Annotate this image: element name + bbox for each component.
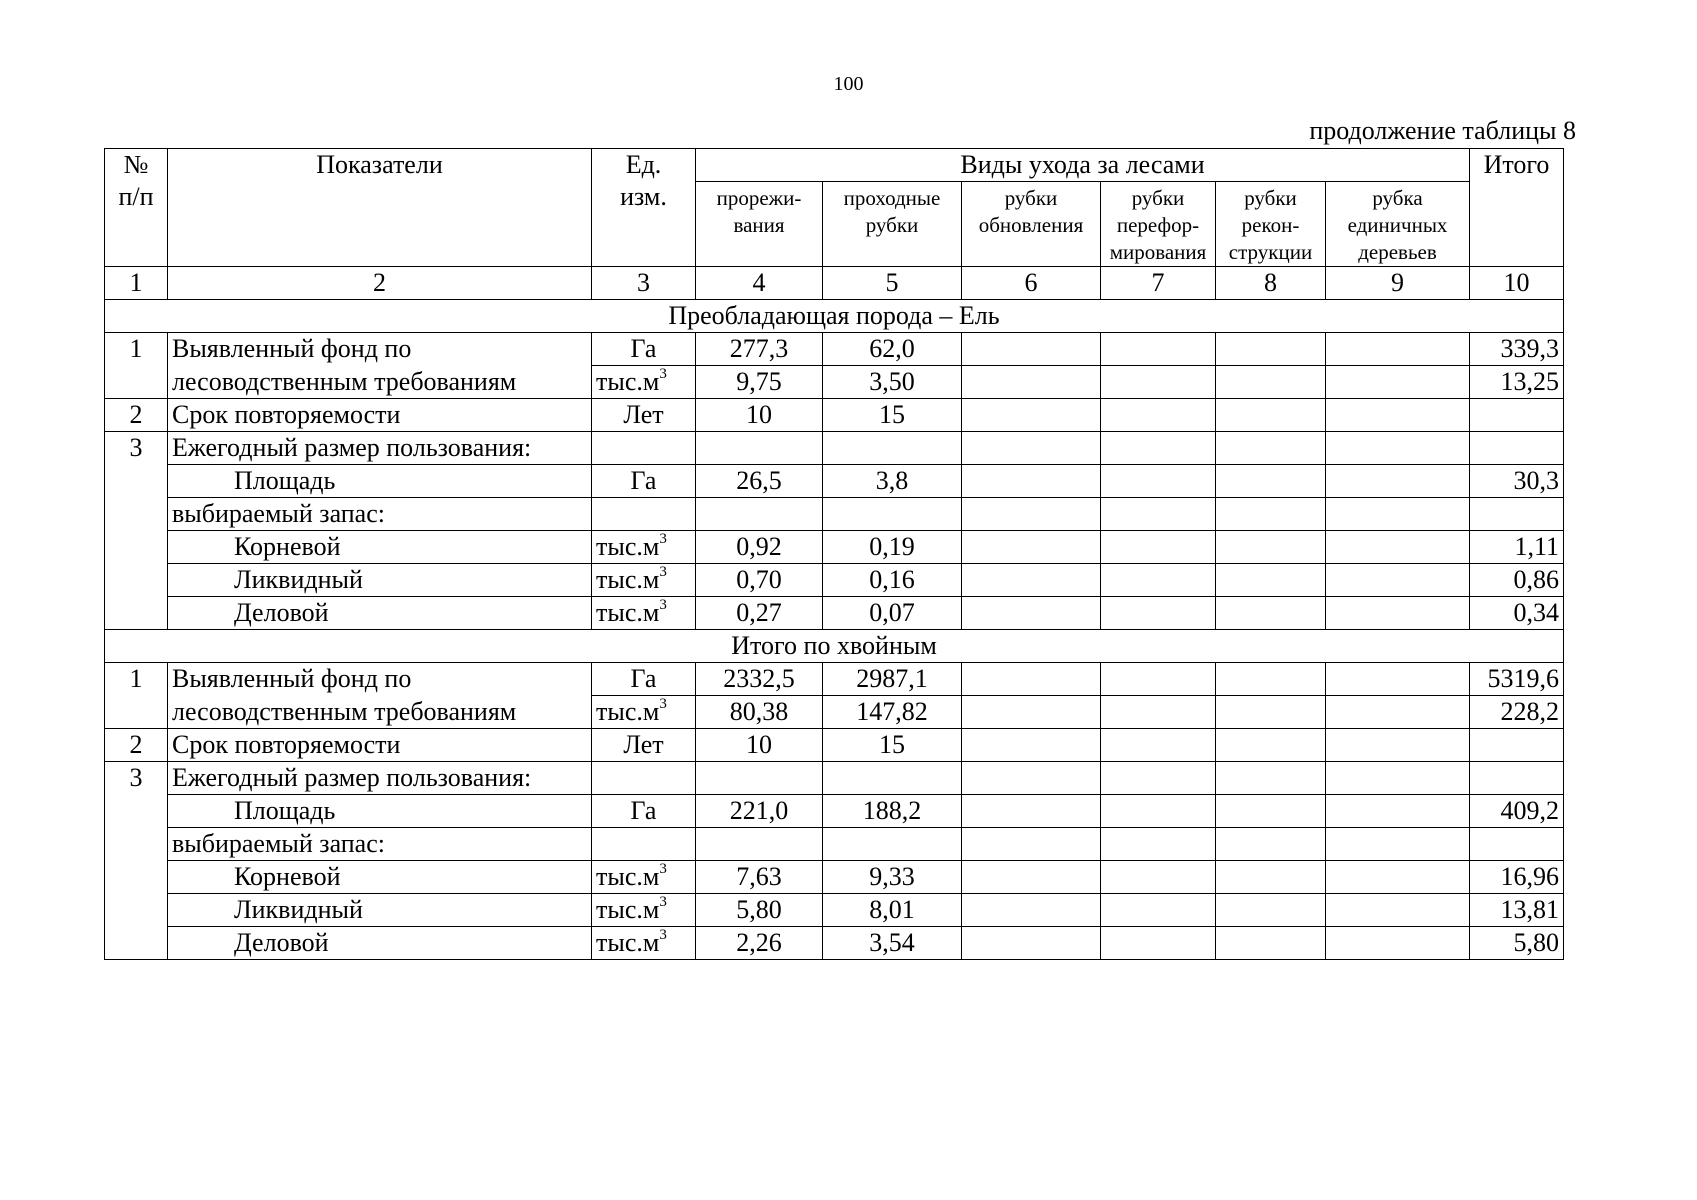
col-number: 7 [1101, 267, 1216, 300]
empty-cell [1216, 498, 1326, 531]
empty-cell [1326, 564, 1470, 597]
col-number: 3 [592, 267, 696, 300]
indicator-label: Площадь [168, 795, 592, 828]
empty-cell [696, 498, 823, 531]
empty-cell [1101, 531, 1216, 564]
empty-cell [962, 399, 1101, 432]
empty-cell [1326, 927, 1470, 960]
empty-cell [962, 333, 1101, 366]
empty-cell [1216, 531, 1326, 564]
row-no-empty [105, 531, 168, 564]
value-passage: 3,54 [823, 927, 962, 960]
empty-cell [1326, 663, 1470, 696]
section-title-row [105, 300, 1564, 333]
indicator-label: Ликвидный [168, 894, 592, 927]
col-number: 9 [1326, 267, 1470, 300]
sub-text: струкции [1228, 239, 1313, 264]
empty-cell [1326, 432, 1470, 465]
indicator-label: Корневой [168, 531, 592, 564]
unit-cell [592, 696, 696, 729]
sub-text: перефор- [1116, 212, 1200, 237]
unit-sup: 3 [659, 696, 667, 713]
value-passage: 15 [823, 729, 962, 762]
unit-cell [592, 597, 696, 630]
sub-text: проходные [843, 186, 941, 210]
empty-cell [962, 465, 1101, 498]
row-no: 3 [105, 432, 168, 465]
sub-text: рубки [1004, 186, 1058, 210]
empty-cell [1101, 729, 1216, 762]
empty-cell [1326, 762, 1470, 795]
empty-cell [823, 762, 962, 795]
col-number: 6 [962, 267, 1101, 300]
value-passage: 15 [823, 399, 962, 432]
empty-cell [1216, 333, 1326, 366]
indicator-label: Выявленный фонд по [168, 333, 592, 366]
unit-cell: Га [592, 333, 696, 366]
empty-cell [1326, 795, 1470, 828]
header-sub-reconstruction [1216, 182, 1326, 267]
empty-cell [1101, 366, 1216, 399]
unit-cell: Га [592, 465, 696, 498]
row-no-empty [105, 894, 168, 927]
col-number: 1 [105, 267, 168, 300]
col-number: 2 [168, 267, 592, 300]
sub-text: рубка [1372, 186, 1423, 210]
value-thinning: 9,75 [696, 366, 823, 399]
value-total: 13,81 [1470, 894, 1564, 927]
empty-cell [1326, 861, 1470, 894]
value-total: 30,3 [1470, 465, 1564, 498]
table-row [105, 366, 1564, 399]
row-no: 1 [105, 333, 168, 366]
unit-cell: Лет [592, 729, 696, 762]
unit-cell [592, 531, 696, 564]
empty-cell [1101, 762, 1216, 795]
empty-cell [1216, 795, 1326, 828]
value-thinning: 277,3 [696, 333, 823, 366]
value-passage: 0,19 [823, 531, 962, 564]
row-no: 3 [105, 762, 168, 795]
value-thinning: 80,38 [696, 696, 823, 729]
empty-cell [1101, 432, 1216, 465]
header-no [105, 149, 168, 267]
empty-cell [1326, 399, 1470, 432]
empty-cell [1326, 531, 1470, 564]
page-number: 100 [833, 73, 864, 95]
empty-cell [1216, 465, 1326, 498]
empty-cell [1101, 663, 1216, 696]
unit-text: тыс.м [596, 598, 660, 627]
header-unit [592, 149, 696, 267]
table-row [105, 696, 1564, 729]
table-caption: продолжение таблицы 8 [1309, 116, 1576, 145]
value-thinning: 0,70 [696, 564, 823, 597]
value-thinning: 5,80 [696, 894, 823, 927]
empty-cell [962, 729, 1101, 762]
unit-cell [592, 366, 696, 399]
value-passage: 3,50 [823, 366, 962, 399]
value-passage: 147,82 [823, 696, 962, 729]
empty-cell [962, 564, 1101, 597]
empty-cell [1326, 465, 1470, 498]
row-no-empty [105, 597, 168, 630]
unit-sup: 3 [659, 861, 667, 878]
value-passage: 0,07 [823, 597, 962, 630]
empty-cell [1326, 894, 1470, 927]
unit-text: тыс.м [596, 895, 660, 924]
sub-text: обновления [978, 212, 1084, 237]
row-no: 2 [105, 729, 168, 762]
indicator-label: Срок повторяемости [168, 729, 592, 762]
empty-cell [1216, 762, 1326, 795]
value-passage: 0,16 [823, 564, 962, 597]
empty-cell [1216, 366, 1326, 399]
unit-cell [592, 861, 696, 894]
empty-cell [1101, 828, 1216, 861]
empty-cell [1216, 432, 1326, 465]
header-unit-line1: Ед. [625, 150, 662, 179]
unit-cell [592, 564, 696, 597]
indicator-label: Ежегодный размер пользования: [168, 432, 592, 465]
empty-cell [1470, 432, 1564, 465]
value-thinning: 221,0 [696, 795, 823, 828]
empty-cell [1101, 597, 1216, 630]
row-no-empty [105, 861, 168, 894]
empty-cell [962, 432, 1101, 465]
indicator-label: выбираемый запас: [168, 828, 592, 861]
col-number: 4 [696, 267, 823, 300]
forest-care-table [104, 148, 1564, 960]
empty-cell [1216, 663, 1326, 696]
empty-cell [962, 663, 1101, 696]
value-thinning: 10 [696, 729, 823, 762]
section-title: Преобладающая порода – Ель [105, 300, 1564, 333]
indicator-label: выбираемый запас: [168, 498, 592, 531]
empty-cell [1326, 333, 1470, 366]
unit-cell: Га [592, 663, 696, 696]
value-passage: 3,8 [823, 465, 962, 498]
empty-cell [1101, 333, 1216, 366]
empty-cell [962, 894, 1101, 927]
unit-sup: 3 [659, 597, 667, 614]
empty-cell [962, 597, 1101, 630]
table-row [105, 597, 1564, 630]
header-indicators: Показатели [168, 149, 592, 267]
indicator-label: Ежегодный размер пользования: [168, 762, 592, 795]
value-total [1470, 399, 1564, 432]
col-number: 5 [823, 267, 962, 300]
empty-cell [1101, 894, 1216, 927]
value-passage: 8,01 [823, 894, 962, 927]
value-thinning: 2332,5 [696, 663, 823, 696]
unit-sup: 3 [659, 894, 667, 911]
value-thinning: 26,5 [696, 465, 823, 498]
empty-cell [962, 927, 1101, 960]
value-passage: 188,2 [823, 795, 962, 828]
row-no-empty [105, 696, 168, 729]
unit-text: тыс.м [596, 367, 660, 396]
row-no-empty [105, 927, 168, 960]
col-number: 10 [1470, 267, 1564, 300]
indicator-label: Деловой [168, 597, 592, 630]
unit-sup: 3 [659, 564, 667, 581]
row-no: 2 [105, 399, 168, 432]
empty-cell [1101, 399, 1216, 432]
unit-sup: 3 [659, 366, 667, 383]
value-total: 339,3 [1470, 333, 1564, 366]
empty-cell [1470, 828, 1564, 861]
value-thinning: 10 [696, 399, 823, 432]
empty-cell [1216, 696, 1326, 729]
unit-sup: 3 [659, 927, 667, 944]
empty-cell [1101, 696, 1216, 729]
empty-cell [592, 432, 696, 465]
empty-cell [1326, 366, 1470, 399]
sub-text: вания [733, 212, 785, 237]
unit-cell: Га [592, 795, 696, 828]
empty-cell [962, 828, 1101, 861]
value-total: 1,11 [1470, 531, 1564, 564]
table-row [105, 498, 1564, 531]
value-thinning: 0,92 [696, 531, 823, 564]
header-sub-single-trees [1326, 182, 1470, 267]
empty-cell [592, 762, 696, 795]
empty-cell [1101, 861, 1216, 894]
empty-cell [1216, 597, 1326, 630]
sub-text: рекон- [1241, 212, 1300, 237]
unit-cell [592, 927, 696, 960]
empty-cell [1326, 729, 1470, 762]
indicator-label: Деловой [168, 927, 592, 960]
value-total: 5319,6 [1470, 663, 1564, 696]
header-sub-reforming [1101, 182, 1216, 267]
empty-cell [1216, 564, 1326, 597]
unit-cell [592, 894, 696, 927]
row-no-empty [105, 795, 168, 828]
empty-cell [1326, 696, 1470, 729]
value-total: 228,2 [1470, 696, 1564, 729]
col-number: 8 [1216, 267, 1326, 300]
empty-cell [1101, 927, 1216, 960]
table-row [105, 465, 1564, 498]
unit-text: тыс.м [596, 697, 660, 726]
table-row [105, 828, 1564, 861]
empty-cell [823, 432, 962, 465]
section-title-row [105, 630, 1564, 663]
column-numbers-row [105, 267, 1564, 300]
table-row [105, 564, 1564, 597]
header-unit-line2: изм. [620, 182, 667, 211]
value-passage: 9,33 [823, 861, 962, 894]
table-row [105, 729, 1564, 762]
table-row [105, 432, 1564, 465]
indicator-label: Корневой [168, 861, 592, 894]
empty-cell [1101, 465, 1216, 498]
empty-cell [592, 828, 696, 861]
empty-cell [1326, 828, 1470, 861]
unit-text: тыс.м [596, 565, 660, 594]
empty-cell [1216, 927, 1326, 960]
empty-cell [1216, 828, 1326, 861]
empty-cell [696, 828, 823, 861]
sub-text: прорежи- [716, 186, 802, 210]
value-total: 0,86 [1470, 564, 1564, 597]
header-total: Итого [1470, 149, 1564, 267]
row-no: 1 [105, 663, 168, 696]
indicator-label: Ликвидный [168, 564, 592, 597]
unit-text: тыс.м [596, 532, 660, 561]
value-passage: 2987,1 [823, 663, 962, 696]
table-row [105, 333, 1564, 366]
unit-text: тыс.м [596, 928, 660, 957]
empty-cell [1216, 729, 1326, 762]
value-total: 5,80 [1470, 927, 1564, 960]
empty-cell [1326, 498, 1470, 531]
table-row [105, 927, 1564, 960]
value-total [1470, 729, 1564, 762]
empty-cell [962, 696, 1101, 729]
table-row [105, 663, 1564, 696]
sub-text: рубки [865, 212, 919, 237]
unit-text: тыс.м [596, 862, 660, 891]
table-row [105, 894, 1564, 927]
row-no-empty [105, 465, 168, 498]
sub-text: рубки [1131, 186, 1185, 210]
indicator-label: Срок повторяемости [168, 399, 592, 432]
header-no-line1: № [123, 150, 149, 179]
sub-text: мирования [1109, 239, 1207, 264]
header-group: Виды ухода за лесами [696, 149, 1470, 182]
empty-cell [962, 498, 1101, 531]
empty-cell [962, 795, 1101, 828]
empty-cell [1101, 795, 1216, 828]
empty-cell [962, 762, 1101, 795]
sub-text: рубки [1244, 186, 1297, 210]
value-thinning: 7,63 [696, 861, 823, 894]
indicator-label: Выявленный фонд по [168, 663, 592, 696]
sub-text: единичных [1347, 212, 1448, 237]
value-total: 16,96 [1470, 861, 1564, 894]
table-row [105, 399, 1564, 432]
empty-cell [1216, 894, 1326, 927]
empty-cell [823, 828, 962, 861]
empty-cell [1470, 762, 1564, 795]
row-no-empty [105, 564, 168, 597]
row-no-empty [105, 828, 168, 861]
empty-cell [823, 498, 962, 531]
table-row [105, 762, 1564, 795]
value-thinning: 2,26 [696, 927, 823, 960]
table-row [105, 795, 1564, 828]
row-no-empty [105, 498, 168, 531]
empty-cell [1101, 498, 1216, 531]
empty-cell [592, 498, 696, 531]
unit-cell: Лет [592, 399, 696, 432]
empty-cell [1470, 498, 1564, 531]
empty-cell [696, 432, 823, 465]
unit-sup: 3 [659, 531, 667, 548]
empty-cell [962, 861, 1101, 894]
header-sub-passage [823, 182, 962, 267]
header-no-line2: п/п [118, 182, 154, 211]
table-row [105, 861, 1564, 894]
value-thinning: 0,27 [696, 597, 823, 630]
value-total: 409,2 [1470, 795, 1564, 828]
empty-cell [962, 366, 1101, 399]
header-sub-renewal [962, 182, 1101, 267]
empty-cell [696, 762, 823, 795]
empty-cell [1326, 597, 1470, 630]
empty-cell [962, 531, 1101, 564]
value-passage: 62,0 [823, 333, 962, 366]
empty-cell [1101, 564, 1216, 597]
empty-cell [1216, 399, 1326, 432]
sub-text: деревьев [1358, 239, 1437, 264]
header-sub-thinning [696, 182, 823, 267]
indicator-label: Площадь [168, 465, 592, 498]
value-total: 0,34 [1470, 597, 1564, 630]
section-title: Итого по хвойным [105, 630, 1564, 663]
indicator-label: лесоводственным требованиям [168, 366, 592, 399]
empty-cell [1216, 861, 1326, 894]
indicator-label: лесоводственным требованиям [168, 696, 592, 729]
table-row [105, 531, 1564, 564]
value-total: 13,25 [1470, 366, 1564, 399]
row-no-empty [105, 366, 168, 399]
